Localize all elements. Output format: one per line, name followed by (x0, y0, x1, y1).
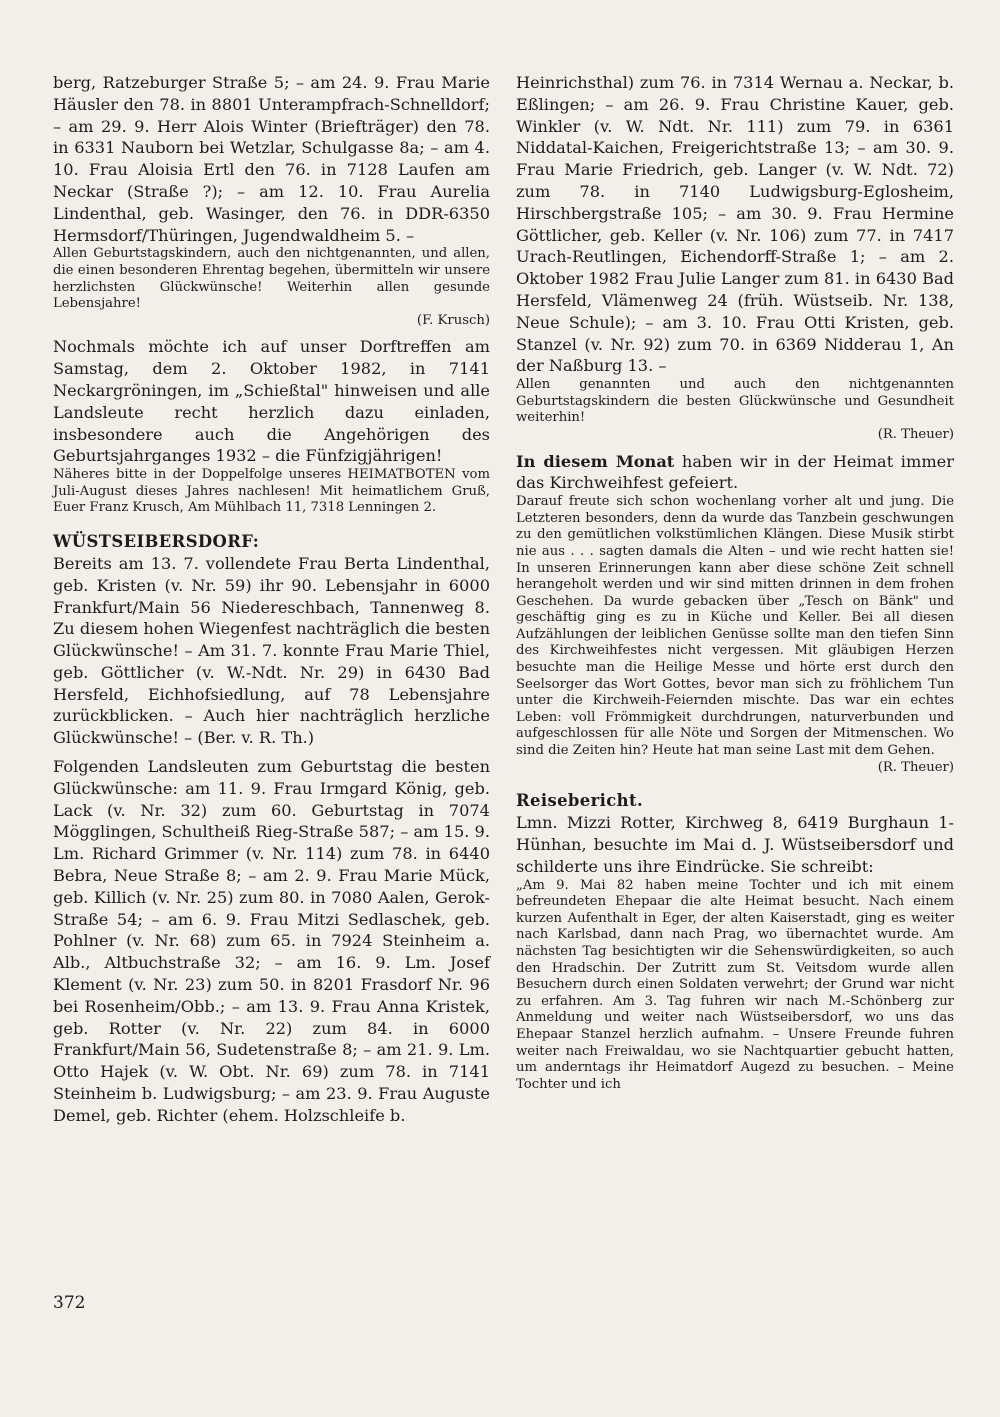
kirchweih-lead: In diesem Monat (516, 451, 675, 471)
village-meeting-announcement: Nochmals möchte ich auf unser Dorftreffen am Samstag, dem 2. Oktober 1982, in 7141 Neckargröningen, im „Schießtal" hinweisen und alle Landsleute recht herzlich dazu einladen, insbesondere auch die Angehörigen des Geburtsjahrganges 1932 – die Fünfzigjährigen! (53, 337, 490, 466)
birthday-list-continuation: berg, Ratzeburger Straße 5; – am 24. 9. Frau Marie Häusler den 78. in 8801 Unterampfrach-Schnelldorf; – am 29. 9. Herr Alois Winter (Briefträger) den 78. in 6331 Nauborn bei Wetzlar, Schulgasse 8a; – am 4. 10. Frau Aloisia Ertl den 76. in 7128 Laufen am Neckar (Straße ?); – am 12. 10. Frau Aurelia Lindenthal, geb. Wasinger, den 76. in DDR-6350 Hermsdorf/Thüringen, Jugendwaldheim 5. – (53, 73, 490, 245)
left-column (53, 72, 490, 1127)
greeting-note-right: Allen genannten und auch den nichtgenannten Geburtstagskindern die besten Glückwünsche und Gesundheit weiterhin! (516, 377, 954, 426)
page-number: 372 (53, 1293, 86, 1313)
birthday-list-continuation-right: Heinrichsthal) zum 76. in 7314 Wernau a. Neckar, b. Eßlingen; – am 26. 9. Frau Christine Kauer, geb. Winkler (v. W. Ndt. Nr. 111) zum 79. in 6361 Niddatal-Kaichen, Freigerichtstraße 13; – am 30. 9. Frau Marie Friedrich, geb. Langer (v. W. Ndt. 72) zum 78. in 7140 Ludwigsburg-Eglosheim, Hirschbergstraße 105; – am 30. 9. Frau Hermine Göttlicher, geb. Keller (v. Nr. 106) zum 77. in 7417 Urach-Reutlingen, Eichendorff-Straße 1; – am 2. Oktober 1982 Frau Julie Langer zum 81. in 6430 Bad Hersfeld, Vlämenweg 24 (früh. Wüstseib. Nr. 138, Neue Schule); – am 3. 10. Frau Otti Kristen, geb. Stanzel (v. Nr. 92) zum 70. in 6369 Nidderau 1, An der Naßburg 13. – (516, 73, 954, 376)
kirchweih-intro-text: haben wir in der Heimat immer das Kirchweihfest gefeiert. (516, 451, 954, 493)
kirchweih-signature: (R. Theuer) (877, 759, 954, 775)
author-signature: (F. Krusch) (416, 312, 490, 328)
birthday-list: Folgenden Landsleuten zum Geburtstag die besten Glückwünsche: am 11. 9. Frau Irmgard König, geb. Lack (v. Nr. 32) zum 60. Geburtstag in 7074 Mögglingen, Schultheiß Rieg-Straße 587; – am 15. 9. Lm. Richard Grimmer (v. Nr. 114) zum 78. in 6440 Bebra, Neue Straße 8; – am 2. 9. Frau Marie Mück, geb. Killich (v. Nr. 25) zum 80. in 7080 Aalen, Gerok-Straße 54; – am 6. 9. Frau Mitzi Sedlaschek, geb. Pohlner (v. Nr. 68) zum 65. in 7924 Steinheim a. Alb., Altbuchstraße 32; – am 16. 9. Lm. Josef Klement (v. Nr. 23) zum 50. in 8201 Frasdorf Nr. 96 bei Rosenheim/Obb.; – am 13. 9. Frau Anna Kristek, geb. Rotter (v. Nr. 22) zum 84. in 6000 Frankfurt/Main 56, Sudetenstraße 8; – am 21. 9. Lm. Otto Hajek (v. W. Obt. Nr. 69) zum 78. in 7141 Steinheim b. Ludwigsburg; – am 23. 9. Frau Auguste Demel, geb. Richter (ehem. Holzschleife b. (53, 757, 490, 1125)
village-meeting-details: Näheres bitte in der Doppelfolge unseres HEIMATBOTEN vom Juli-August dieses Jahres nachlesen! Mit heimatlichem Gruß, Euer Franz Krusch, Am Mühlbach 11, 7318 Lenningen 2. (53, 467, 490, 516)
travel-report-text: „Am 9. Mai 82 haben meine Tochter und ich mit einem befreundeten Ehepaar die alte Heimat besucht. Nach einem kurzen Aufenthalt in Eger, der alten Kaiserstadt, ging es weiter nach Karlsbad, dann nach Prag, wo übernachtet wurde. Am nächsten Tag besichtigten wir die Sehenswürdigkeiten, so auch den Hradschin. Der Zutritt zum St. Veitsdom wurde allen Besuchern durch einen Soldaten verwehrt; der Grund war nicht zu erfahren. Am 3. Tag fuhren wir nach M.-Schönberg zur Anmeldung und weiter nach Wüstseibersdorf, wo uns das Ehepaar Stanzel herzlich aufnahm. – Unsere Freunde fuhren weiter nach Freiwaldau, wo sie Nachtquartier gebucht hatten, um anderntags ihr Heimatdorf Augezd zu besuchen. – Meine Tochter und ich (516, 877, 954, 1092)
right-column (516, 72, 954, 1093)
kirchweih-intro (516, 451, 954, 495)
section-heading-wuestseibersdorf: WÜSTSEIBERSDORF: (53, 531, 260, 551)
travel-report-intro: Lmn. Mizzi Rotter, Kirchweg 8, 6419 Burghaun 1-Hünhan, besuchte im Mai d. J. Wüstseibersdorf und schilderte uns ihre Eindrücke. Sie schreibt: (516, 813, 954, 876)
section-heading-travel-report: Reisebericht. (516, 791, 644, 811)
kirchweih-article: Darauf freute sich schon wochenlang vorher alt und jung. Die Letzteren besonders, denn da wurde das Tanzbein geschwungen zu den gemütlichen volkstümlichen Klängen. Diese Musik stirbt nie aus . . . sagten damals die Alten – und wie recht hatten sie! In unseren Erinnerungen kann aber diese schöne Zeit schnell herangeholt werden und wir sind mitten drinnen in dem frohen Geschehen. Da wurde gebacken über „Tesch on Bänk" und geschäftig ging es zu in Küche und Keller. Bei all diesen Aufzählungen der leiblichen Genüsse sollte man den tiefen Sinn des Kirchweihfestes nicht vergessen. Mit gläubigen Herzen besuchte man die Heilige Messe und hörte erst durch den Seelsorger das Wort Gottes, bevor man sich zu fröhlichem Tun unter die Kirchweih-Feiernden mischte. Das war ein echtes Leben: voll Frömmigkeit durchdrungen, naturverbunden und aufgeschlossen für alle Nöte und Sorgen der Mitmenschen. Wo sind die Zeiten hin? Heute hat man seine Last mit dem Gehen. (516, 494, 954, 759)
belated-birthday-wishes: Bereits am 13. 7. vollendete Frau Berta Lindenthal, geb. Kristen (v. Nr. 59) ihr 90. Lebensjahr in 6000 Frankfurt/Main 56 Niedereschbach, Tannenweg 8. Zu diesem hohen Wiegenfest nachträglich die besten Glückwünsche! – Am 31. 7. konnte Frau Marie Thiel, geb. Göttlicher (v. W.-Ndt. Nr. 29) in 6430 Bad Hersfeld, Eichhofsiedlung, auf 78 Lebensjahre zurückblicken. – Auch hier nachträglich herzliche Glückwünsche! – (Ber. v. R. Th.) (53, 553, 490, 748)
greeting-note: Allen Geburtstagskindern, auch den nichtgenannten, und allen, die einen besonderen Ehrentag begehen, übermitteln wir unsere herzlichsten Glückwünsche! Weiterhin allen gesunde Lebensjahre! (53, 246, 490, 312)
author-signature-right: (R. Theuer) (877, 426, 954, 442)
